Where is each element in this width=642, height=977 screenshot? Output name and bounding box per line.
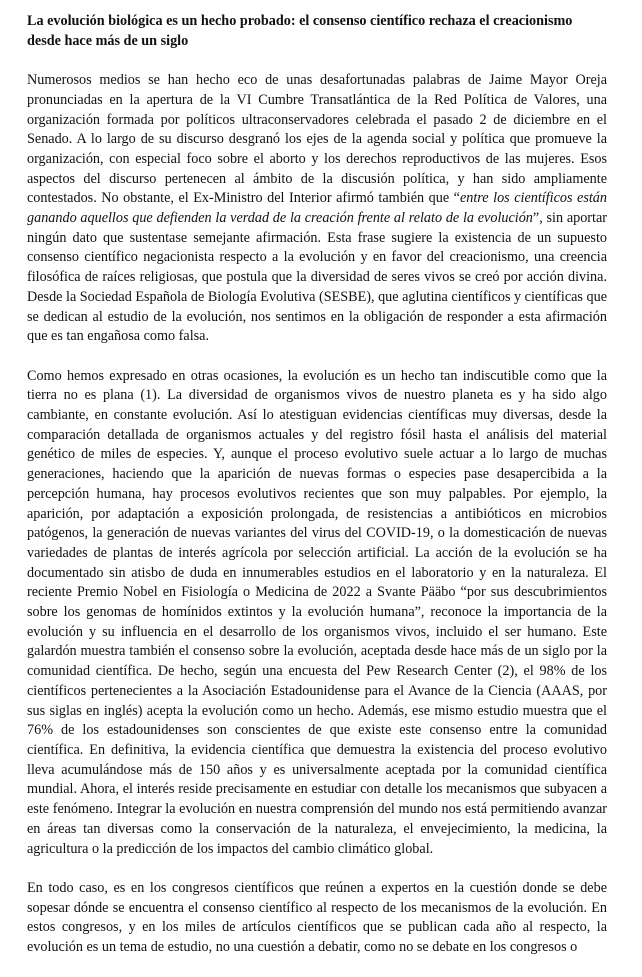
- document-title: La evolución biológica es un hecho probado: el consenso científico rechaza el creacionismo desde hace más de un siglo: [27, 13, 573, 49]
- paragraph-3: En todo caso, es en los congresos científicos que reúnen a expertos en la cuestión donde se debe sopesar dónde se encuentra el consenso científico al respecto de los mecanismos de la evolución. En estos congresos, y en los miles de artículos científicos que se publican cada año al respecto, la evolución es un tema de estudio, no una cuestión a debatir, como no se debate en los congresos o: [27, 879, 607, 955]
- paragraph-1-quote: entre los científicos están ganando aquellos que defienden la verdad de la creación frente al relato de la evolución: [27, 190, 607, 227]
- paragraph-1-text-start: Numerosos medios se han hecho eco de unas desafortunadas palabras de Jaime Mayor Oreja pronunciadas en la apertura de la VI Cumbre Transatlántica de la Red Política de Valores, una organización formada por políticos ultraconservadores celebrada el pasado 2 de diciembre en el Senado. A lo largo de su discurso desgranó los ejes de la agenda social y política que promueve la organización, con especial foco sobre el aborto y los derechos reproductivos de las mujeres. Esos aspectos del discurso pertenecen al ámbito de la discusión política, y han sido ampliamente contestados. No obstante, el Ex-Ministro del Interior afirmó también que “: [27, 72, 607, 207]
- paragraph-1: [27, 71, 607, 347]
- paragraph-1-text-end: ”, sin aportar ningún dato que sustentase semejante afirmación. Esta frase sugiere la existencia de un supuesto consenso científico negacionista respecto a la evolución y en favor del creacionismo, una creencia filosófica de raíces religiosas, que postula que la diversidad de seres vivos se creó por acción divina. Desde la Sociedad Española de Biología Evolutiva (SESBE), que aglutina científicos y científicas que se dedican al estudio de la evolución, nos sentimos en la obligación de responder a esta afirmación que es tan engañosa como falsa.: [27, 210, 607, 345]
- paragraph-2: Como hemos expresado en otras ocasiones, la evolución es un hecho tan indiscutible como que la tierra no es plana (1). La diversidad de organismos vivos de nuestro planeta es y ha sido algo cambiante, en constante evolución. Así lo atestiguan evidencias científicas muy diversas, desde la comparación detallada de organismos actuales y del registro fósil hasta el análisis del material genético de miles de especies. Y, aunque el proceso evolutivo suele actuar a lo largo de muchas generaciones, haciendo que la aparición de nuevas formas o especies pase desapercibida a la percepción humana, hay procesos evolutivos recientes que son muy palpables. Por ejemplo, la aparición, por adaptación a exposición prolongada, de resistencias a antibióticos en microbios patógenos, la generación de nuevas variantes del virus del COVID-19, o la domesticación de nuevas variedades de plantas de interés agrícola por selección artificial. La acción de la evolución se ha documentado sin atisbo de duda en innumerables estudios en el laboratorio y en la naturaleza. El reciente Premio Nobel en Fisiología o Medicina de 2022 a Svante Pääbo “por sus descubrimientos sobre los genomas de homínidos extintos y la evolución humana”, reconoce la importancia de la evolución y su influencia en el desarrollo de los organismos vivos, incluido el ser humano. Este galardón muestra también el consenso sobre la evolución, aceptada desde hace más de un siglo por la comunidad científica. De hecho, según una encuesta del Pew Research Center (2), el 98% de los científicos pertenecientes a la Asociación Estadounidense para el Avance de la Ciencia (AAAS, por sus siglas en inglés) acepta la evolución como un hecho. Además, ese mismo estudio muestra que el 76% de los estadounidenses son conscientes de que existe este consenso entre la comunidad científica. En definitiva, la evidencia científica que demuestra la existencia del proceso evolutivo lleva acumulándose más de 150 años y es universalmente aceptada por la comunidad científica mundial. Ahora, el interés reside precisamente en estudiar con detalle los mecanismos que subyacen a este fenómeno. Integrar la evolución en nuestra comprensión del mundo nos está permitiendo avanzar en áreas tan diversas como la conservación de la naturaleza, el envejecimiento, la medicina, la agricultura o la predicción de los impactos del cambio climático global.: [27, 367, 607, 857]
- document-page: [27, 12, 607, 977]
